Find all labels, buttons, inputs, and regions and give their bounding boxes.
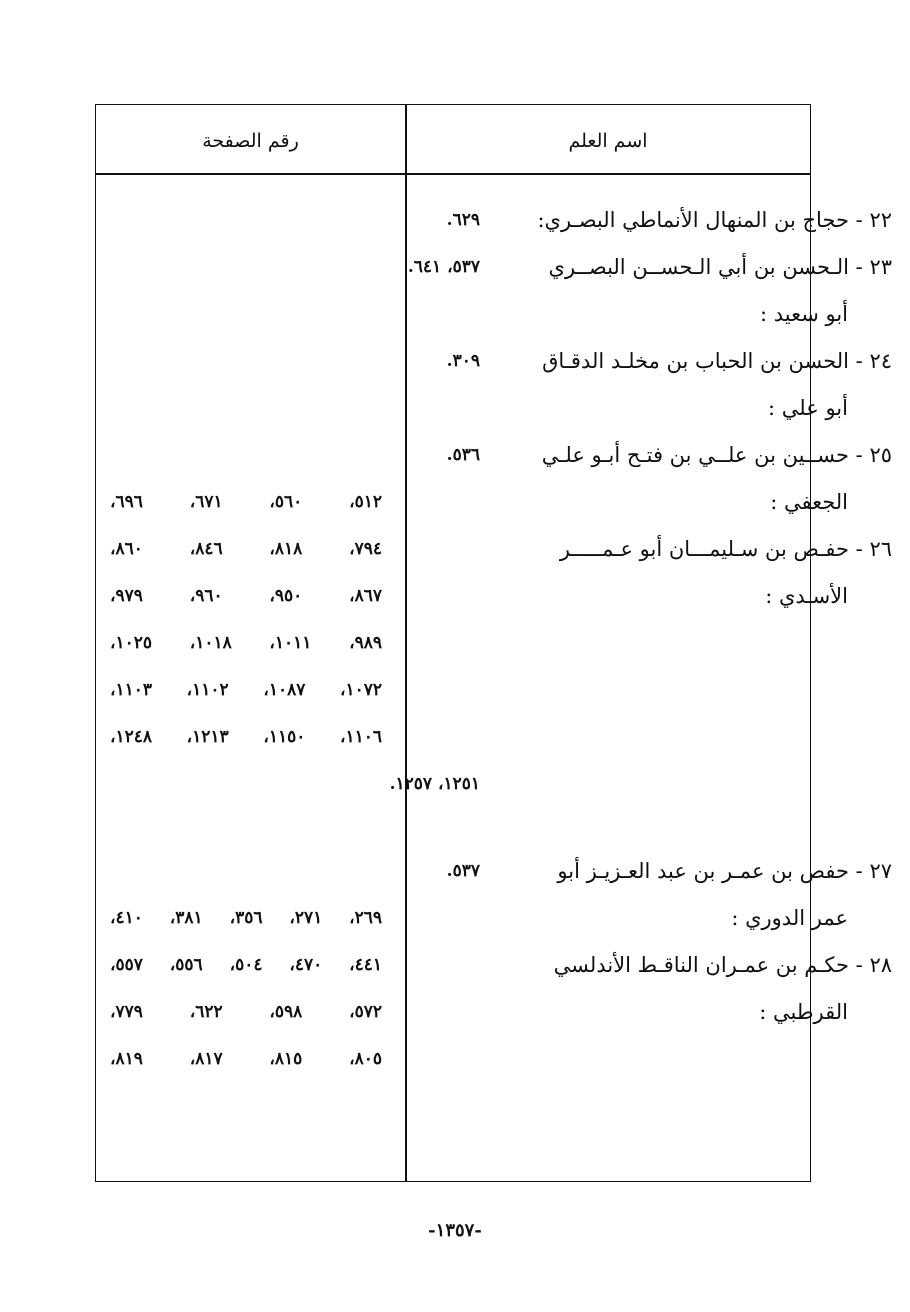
entry-26-pages-1: ٥١٢، ٥٦٠، ٦٧١، ٦٩٦، (110, 492, 383, 512)
entry-23-name: ٢٣ - الـحسن بن أبي الـحســن البصــري (548, 255, 892, 279)
entry-28-name-cont: القرطبي : (759, 1000, 848, 1024)
entry-24-pages: ٣٠٩. (446, 351, 480, 371)
entry-22-name: ٢٢ - حجاج بن المنهال الأنماطي البصـري: (537, 208, 892, 232)
header-name-column: اسم العلم (568, 130, 648, 152)
header-page-column: رقم الصفحة (202, 130, 299, 152)
entry-26-pages-2: ٧٩٤، ٨١٨، ٨٤٦، ٨٦٠، (110, 539, 383, 559)
entry-26-pages-4: ٩٨٩، ١٠١١، ١٠١٨، ١٠٢٥، (110, 633, 383, 653)
entry-27-pages-4: ٥٧٢، ٥٩٨، ٦٢٢، ٧٧٩، (110, 1002, 383, 1022)
entry-27-name: ٢٧ - حفص بن عمـر بن عبد العـزيـز أبو (557, 859, 892, 883)
entry-28-name: ٢٨ - حكـم بن عمـران الناقـط الأندلسي (553, 953, 892, 977)
entry-27-name-cont: عمر الدوري : (731, 906, 848, 930)
entry-26-name: ٢٦ - حفـص بن سـليمـــان أبو عـمـــــر (559, 537, 892, 561)
entry-26-name-cont: الأسـدي : (765, 584, 848, 608)
header-divider (96, 173, 810, 175)
entry-26-pages-6: ١١٠٦، ١١٥٠، ١٢١٣، ١٢٤٨، (110, 727, 382, 747)
column-divider (405, 105, 407, 1181)
entry-27-pages-5: ٨٠٥، ٨١٥، ٨١٧، ٨١٩، (110, 1049, 383, 1069)
entry-22-pages: ٦٢٩. (446, 210, 480, 230)
entry-27-pages-2: ٢٦٩، ٢٧١، ٣٥٦، ٣٨١، ٤١٠، (110, 908, 383, 928)
entry-27-pages-3: ٤٤١، ٤٧٠، ٥٠٤، ٥٥٦، ٥٥٧، (110, 955, 383, 975)
entry-25-name: ٢٥ - حســين بن علــي بن فتـح أبـو علـي (541, 443, 892, 467)
entry-23-pages: ٥٣٧، ٦٤١. (407, 257, 480, 277)
entry-26-pages-3: ٨٦٧، ٩٥٠، ٩٦٠، ٩٧٩، (110, 586, 383, 606)
entry-26-pages-7: ١٢٥١، ١٢٥٧. (389, 774, 480, 794)
entry-24-name: ٢٤ - الحسن بن الحباب بن مخلـد الدقـاق (542, 349, 892, 373)
entry-26-pages-5: ١٠٧٢، ١٠٨٧، ١١٠٢، ١١٠٣، (110, 680, 382, 700)
page-number: -١٣٥٧- (428, 1220, 482, 1241)
entry-25-name-cont: الجعفي : (770, 490, 848, 514)
entry-25-pages: ٥٣٦. (446, 445, 480, 465)
entry-27-pages-1: ٥٣٧. (446, 861, 480, 881)
entry-23-name-cont: أبو سعيد : (759, 302, 848, 326)
entry-24-name-cont: أبو علي : (768, 396, 848, 420)
